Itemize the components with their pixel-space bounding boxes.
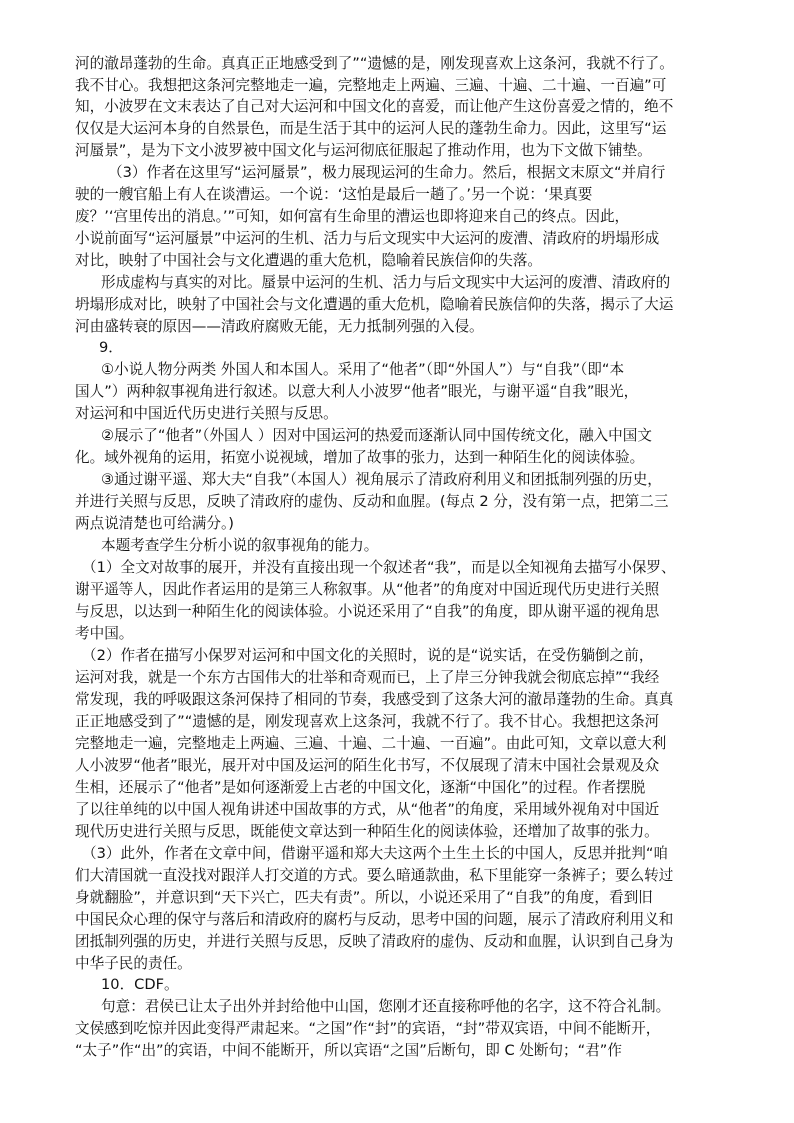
- text-line: 运河对我，就是一个东方古国伟大的壮举和奇观而已，上了岸三分钟我就会彻底忘掉”“我经: [75, 669, 660, 686]
- text-line: 身就翻脸”，并意识到“天下兴亡，匹夫有责”。所以，小说还采用了“自我”的角度，看到旧: [75, 889, 653, 906]
- text-line: 并进行关照与反思，反映了清政府的虚伪、反动和血腥。(每点 2 分，没有第一点，把第二三: [75, 493, 669, 510]
- text-line: 生相，还展示了“他者”是如何逐渐爱上古老的中国文化，逐渐“中国化”的过程。作者摆脱: [75, 779, 646, 796]
- text-line: 句意：君侯已让太子出外并封给他中山国，您刚才还直接称呼他的名字，这不符合礼制。: [101, 998, 671, 1015]
- text-line: 谢平遥等人，因此作者运用的是第三人称叙事。从“他者”的角度对中国近现代历史进行关照: [75, 581, 660, 598]
- text-line: 正正地感受到了”“遗憾的是，刚发现喜欢上这条河，我就不行了。我不甘心。我想把这条河: [75, 713, 660, 730]
- text-line: 们大清国就一直没找对跟洋人打交道的方式。要么暗通款曲，私下里能穿一条裤子；要么转过: [75, 867, 674, 884]
- text-line: 了以往单纯的以中国人视角讲述中国故事的方式，从“他者”的角度，采用域外视角对中国近: [75, 801, 660, 818]
- text-line: 化。域外视角的运用，拓宽小说视域，增加了故事的张力，达到一种陌生化的阅读体验。: [75, 449, 645, 466]
- text-line: 对比，映射了中国社会与文化遭遇的重大危机，隐喻着民族信仰的失落。: [75, 252, 543, 269]
- text-line: “太子”作“出”的宾语，中间不能断开，所以宾语“之国”后断句，即 C 处断句；“君”作: [75, 1042, 622, 1059]
- text-line: 团抵制列强的历史，并进行关照与反思，反映了清政府的虚伪、反动和血腥，认识到自己身为: [75, 933, 674, 950]
- text-line: ①小说人物分两类 外国人和本国人。采用了“他者”（即“外国人”）与“自我”（即“本: [101, 361, 625, 378]
- text-line: 仅仅是大运河本身的自然景色，而是生活于其中的运河人民的蓬勃生命力。因此，这里写“运: [75, 120, 667, 137]
- text-line: 本题考查学生分析小说的叙事视角的能力。: [101, 537, 379, 554]
- text-line: （2）作者在描写小保罗对运河和中国文化的关照时，说的是“说实话，在受伤躺倒之前，: [82, 647, 654, 664]
- text-line: 人小波罗“他者”眼光，展开对中国及运河的陌生化书写，不仅展现了清末中国社会景观及众: [75, 757, 660, 774]
- text-line: 国人”）两种叙事视角进行叙述。以意大利人小波罗“他者”眼光，与谢平遥“自我”眼光，: [75, 383, 639, 400]
- text-line: ③通过谢平遥、郑大夫“自我”（本国人）视角展示了清政府利用义和团抵制列强的历史，: [101, 471, 662, 488]
- text-line: 河由盛转衰的原因——清政府腐败无能，无力抵制列强的入侵。: [75, 318, 484, 335]
- text-line: 现代历史进行关照与反思，既能使文章达到一种陌生化的阅读体验，还增加了故事的张力。: [75, 823, 659, 840]
- text-line: 中国民众心理的保守与落后和清政府的腐朽与反动，思考中国的问题，展示了清政府利用义和: [75, 911, 674, 928]
- text-line: 9．: [99, 339, 123, 356]
- text-line: 完整地走一遍，完整地走上两遍、三遍、十遍、二十遍、一百遍”。由此可知，文章以意大利: [75, 735, 667, 752]
- text-line: 考中国。: [75, 625, 134, 642]
- text-line: 中华子民的责任。: [75, 955, 192, 972]
- text-line: 两点说清楚也可给满分。): [75, 515, 234, 532]
- text-line: 对运河和中国近代历史进行关照与反思。: [75, 405, 338, 422]
- text-line: 河的澈昂蓬勃的生命。真真正正地感受到了”“遗憾的是，刚发现喜欢上这条河，我就不行了。: [75, 55, 674, 72]
- text-line: 废？’‘宫里传出的消息。’”可知，如何富有生命里的漕运也即将迎来自己的终点。因此，: [75, 208, 630, 225]
- text-line: （3）作者在这里写“运河蜃景”，极力展现运河的生命力。然后，根据文末原文“并肩行: [108, 164, 666, 181]
- text-line: （3）此外，作者在文章中间，借谢平遥和郑大夫这两个土生土长的中国人，反思并批判“咱: [82, 845, 669, 862]
- text-line: 文侯感到吃惊并因此变得严肃起来。“之国”作“封”的宾语，“封”带双宾语，中间不能断开，: [75, 1020, 661, 1037]
- text-line: 小说前面写“运河蜃景”中运河的生机、活力与后文现实中大运河的废漕、清政府的坍塌形成: [75, 230, 660, 247]
- text-line: 坍塌形成对比，映射了中国社会与文化遭遇的重大危机，隐喻着民族信仰的失落，揭示了大运: [75, 296, 674, 313]
- text-line: 驶的一艘官船上有人在谈漕运。一个说：‘这怕是最后一趟了。’另一个说：‘果真要: [75, 186, 593, 203]
- text-line: 我不甘心。我想把这条河完整地走一遍，完整地走上两遍、三遍、十遍、二十遍、一百遍”可: [75, 77, 667, 94]
- text-line: 形成虚构与真实的对比。蜃景中运河的生机、活力与后文现实中大运河的废漕、清政府的: [101, 274, 671, 291]
- text-line: 河蜃景”，是为下文小波罗被中国文化与运河彻底征服起了推动作用，也为下文做下铺垫。: [75, 142, 652, 159]
- text-line: 知，小波罗在文末表达了自己对大运河和中国文化的喜爱，而让他产生这份喜爱之情的，绝不: [75, 98, 674, 115]
- text-line: 常发现，我的呼吸跟这条河保持了相同的节奏，我感受到了这条大河的澈昂蓬勃的生命。真真: [75, 691, 674, 708]
- text-line: （1）全文对故事的展开，并没有直接出现一个叙述者“我”，而是以全知视角去描写小保罗、: [82, 559, 676, 576]
- text-line: 10．CDF。: [101, 976, 179, 993]
- text-line: ②展示了“他者”（外国人 ）因对中国运河的热爱而逐渐认同中国传统文化，融入中国文: [101, 427, 652, 444]
- text-line: 与反思，以达到一种陌生化的阅读体验。小说还采用了“自我”的角度，即从谢平遥的视角思: [75, 603, 660, 620]
